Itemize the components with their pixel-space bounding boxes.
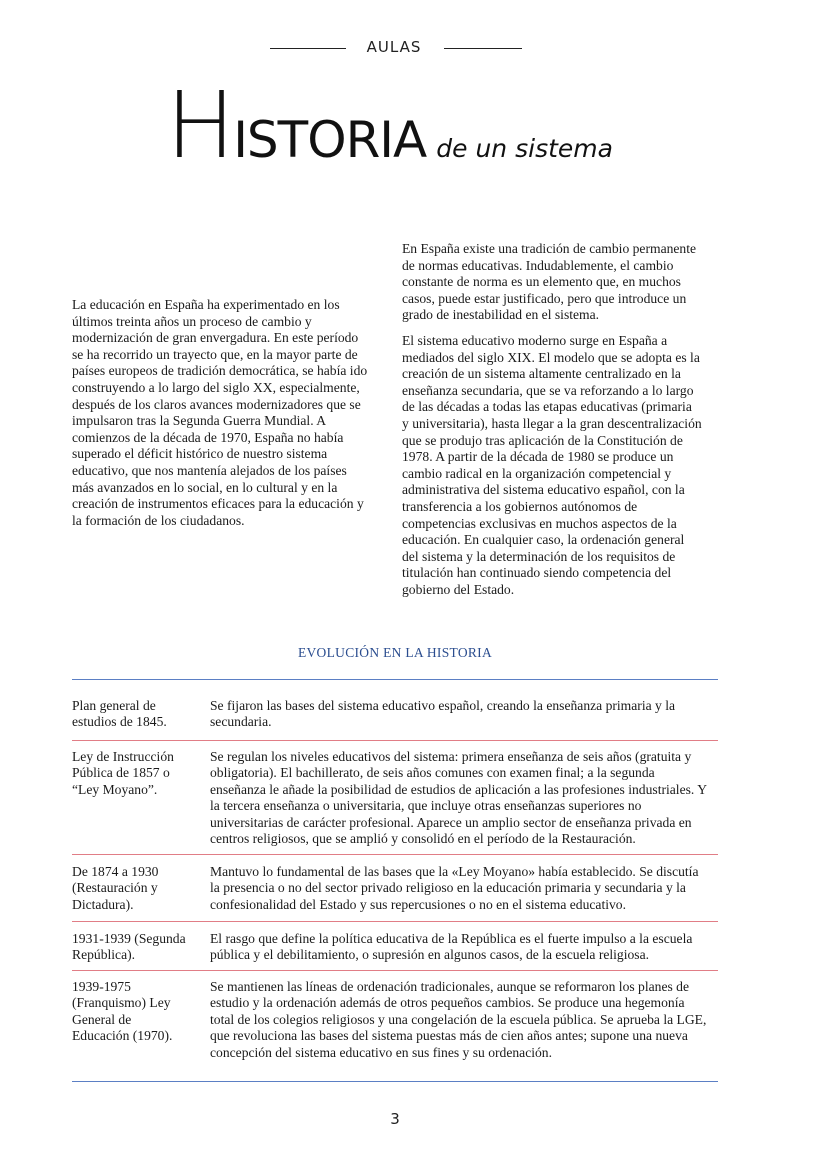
intro-right-paragraph-1: En España existe una tradición de cambio permanente de normas educativas. Indudablemente, el cambio constante de norma es un elemento que, en muchos casos, puede estar justificado, pero que introduce un grado de inestabilidad en el sistema. [402,241,697,323]
title-suffix: de un sistema [436,134,613,163]
title-initial: H [166,72,234,179]
row-divider [72,921,718,922]
row-period: De 1874 a 1930 (Restauración y Dictadura). [72,864,159,912]
row-divider [72,740,718,741]
row-description: Se fijaron las bases del sistema educativo español, creando la enseñanza primaria y la secundaria. [210,698,676,730]
intro-right-paragraph-2: El sistema educativo moderno surge en España a mediados del siglo XIX. El modelo que se adopta es la creación de un sistema altamente centralizado en la enseñanza secundaria, que se va reforzando a lo largo de las décadas a todas las etapas educativas (primaria y universitaria), hasta llegar a la gran descentralización que se produjo tras aplicación de la Constitución de 1978. A partir de la década de 1980 se produce un cambio radical en la organización competencial y administrativa del sistema educativo español, con la transferencia a los gobiernos autónomos de competencias exclusivas en muchos aspectos de la educación. En cualquier caso, la ordenación general del sistema y la determinación de los requisitos de titulación han continuado siendo competencia del gobierno del Estado. [402,332,702,597]
section-label: AULAS [366,38,422,56]
row-description: Se mantienen las líneas de ordenación tradicionales, aunque se reformaron los planes de estudio y la ordenación además de otros pequeños cambios. Se produce una hegemonía total de los colegios religiosos y una congelación de la escuela pública. Se aprueba la LGE, que revoluciona las bases del sistema puestas más de cien años antes; supone una nueva concepción del sistema educativo en sus fines y su ordenación. [210,979,707,1060]
row-period: 1939-1975 (Franquismo) Ley General de Educación (1970). [72,979,173,1044]
intro-left-column [72,297,368,538]
header-rule-left [270,48,346,49]
intro-right-column [402,241,702,607]
header-rule-right [444,48,522,49]
row-divider [72,854,718,855]
row-divider [72,970,718,971]
row-description: Mantuvo lo fundamental de las bases que la «Ley Moyano» había establecido. Se discutía la presencia o no del sector privado religioso en la educación primaria y secundaria y la confesionalidad del Estado y sus repercusiones o no en el sistema educativo. [210,864,699,912]
evolution-title: EVOLUCIÓN EN LA HISTORIA [297,645,493,660]
page-number: 3 [390,1110,400,1128]
row-period: Plan general de estudios de 1845. [72,698,167,730]
row-period: 1931-1939 (Segunda República). [72,931,186,963]
row-period: Ley de Instrucción Pública de 1857 o “Ley Moyano”. [72,749,174,797]
page-title [166,72,613,179]
row-description: El rasgo que define la política educativa de la República es el fuerte impulso a la escuela pública y el debilitamiento, o supresión en algunos casos, de la escuela religiosa. [210,931,693,963]
row-description: Se regulan los niveles educativos del sistema: primera enseñanza de seis años (gratuita y obligatoria). El bachillerato, de seis años comunes con examen final; a la segunda enseñanza le añade la posibilidad de estudios de aplicación a las profesiones industriales. Y la tercera enseñanza o universitaria, que incluye otras enseñanzas superiores no universitarias de carácter profesional. Aparece un amplio sector de enseñanza privada en centros religiosos, que se amplió y consolidó en el período de la Restauración. [210,749,707,847]
table-bottom-rule [72,1081,718,1082]
title-rest: ISTORIA [233,111,427,169]
table-top-rule [72,679,718,680]
intro-left-paragraph: La educación en España ha experimentado en los últimos treinta años un proceso de cambio y modernización de gran envergadura. En este período se ha recorrido un trayecto que, en la mayor parte de países europeos de tradición democrática, se había ido construyendo a lo largo del siglo XX, especialmente, después de los claros avances modernizadores que se impulsaron tras la Segunda Guerra Mundial. A comienzos de la década de 1970, España no había superado el déficit histórico de nuestro sistema educativo, que nos mantenía alejados de los países más avanzados en lo social, en lo cultural y en la creación de instrumentos eficaces para la educación y la formación de los ciudadanos. [72,297,368,528]
